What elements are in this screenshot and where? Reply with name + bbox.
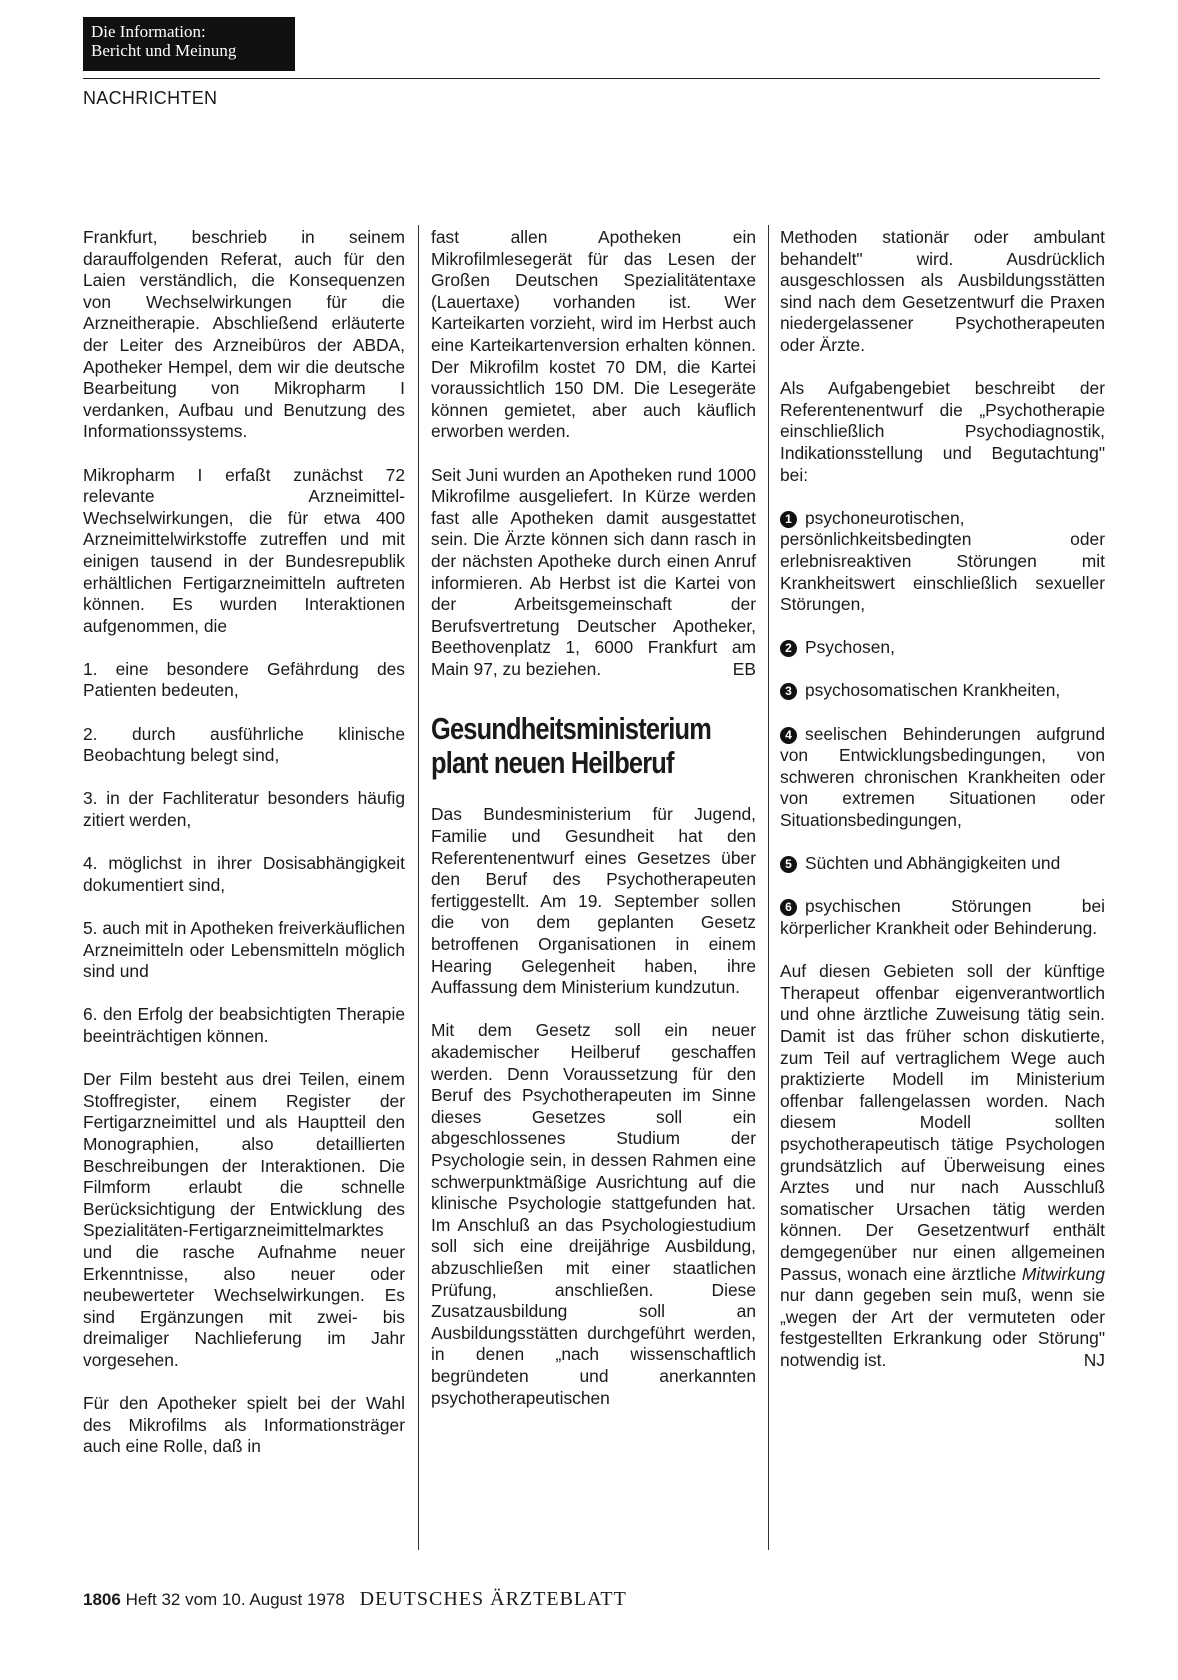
number-circle-icon: 6 [780, 899, 797, 916]
author-initials: EB [732, 658, 756, 679]
paragraph: Als Aufgabengebiet beschreibt der Referentenentwurf die „Psychotherapie einschließlich Psychodiagnostik, Indikationsstellung und Begutachtung" bei: [780, 378, 1105, 485]
page-footer [83, 1588, 627, 1611]
column-1 [83, 227, 405, 1458]
issue-info: Heft 32 vom 10. August 1978 [125, 1590, 345, 1609]
numbered-item [780, 724, 1105, 832]
numbered-item [780, 508, 1105, 616]
item-text: Psychosen, [805, 637, 895, 658]
list-item: 3. in der Fachliteratur besonders häufig zitiert werden, [83, 788, 405, 831]
paragraph: Mikropharm I erfaßt zunächst 72 relevante Arzneimittel-Wechselwirkungen, die für etwa 400 Arzneimittelwirkstoffe zutreffen und mit einigen tausend in der Bundesrepublik erhältlichen Fertigarzneimitteln auftreten können. Es wurden Interaktionen aufgenommen, die [83, 464, 405, 636]
list-item: 5. auch mit in Apotheken freiverkäuflichen Arzneimitteln oder Lebensmitteln möglich sind und [83, 918, 405, 982]
list-item: 6. den Erfolg der beabsichtigten Therapie beeinträchtigen können. [83, 1004, 405, 1046]
page-number: 1806 [83, 1590, 121, 1609]
header-rule [83, 78, 1100, 79]
header-line-1: Die Information: [91, 22, 206, 41]
paragraph: Das Bundesministerium für Jugend, Familie und Gesundheit hat den Referentenentwurf eines Gesetzes über den Beruf des Psychotherapeuten fertiggestellt. Am 19. September sollen die von dem geplanten Gesetz betroffenen Organisationen in einem Hearing Gelegenheit haben, ihre Auffassung dem Ministerium kundzutun. [431, 804, 756, 998]
numbered-item [780, 680, 1105, 702]
magazine-title: DEUTSCHES ÄRZTEBLATT [359, 1588, 627, 1610]
number-circle-icon: 3 [780, 683, 797, 700]
item-text: Süchten und Abhängigkeiten und [805, 853, 1061, 874]
section-label: NACHRICHTEN [83, 88, 218, 108]
paragraph-text: Seit Juni wurden an Apotheken rund 1000 Mikrofilme ausgeliefert. In Kürze werden fast alle Apotheken damit ausgestattet sein. Die Ärzte können sich dann rasch in der nächsten Apotheke durch einen Anruf informieren. Ab Herbst ist die Kartei von der Arbeitsgemeinschaft der Berufsvertretung Deutscher Apotheker, Beethovenplatz 1, 6000 Frankfurt am Main 97, zu beziehen. [431, 464, 756, 679]
number-circle-icon: 2 [780, 640, 797, 657]
paragraph-text: nur dann gegeben sein muß, wenn sie „wegen der Art der vermuteten oder festgestellten Erkrankung oder Störung" notwendig ist. [780, 1285, 1105, 1370]
column-divider [768, 225, 769, 1550]
article-headline [431, 712, 755, 780]
numbered-item [780, 853, 1105, 875]
paragraph: Methoden stationär oder ambulant behandelt" wird. Ausdrücklich ausgeschlossen als Ausbildungsstätten sind nach dem Gesetzentwurf die Praxen niedergelassener Psychotherapeuten oder Ärzte. [780, 227, 1105, 355]
paragraph: Der Film besteht aus drei Teilen, einem Stoffregister, einem Register der Fertigarzneimittel und als Hauptteil den Monographien, also detaillierten Beschreibungen der Interaktionen. Die Filmform erlaubt die schnelle Berücksichtigung der Entwicklung des Spezialitäten-Fertigarzneimittelmarktes und die rasche Aufnahme neuer Erkenntnisse, also neuer oder neubewerteter Wechselwirkungen. Es sind Ergänzungen mit zwei- bis dreimaliger Nachlieferung im Jahr vorgesehen. [83, 1069, 405, 1370]
author-initials: NJ [1083, 1349, 1105, 1370]
number-circle-icon: 5 [780, 856, 797, 873]
column-divider [418, 225, 419, 1550]
paragraph: Frankfurt, beschrieb in seinem darauffolgenden Referat, auch für den Laien verständlich, die Konsequenzen von Wechselwirkungen für die Arzneitherapie. Abschließend erläuterte der Leiter des Arzneibüros der ABDA, Apotheker Hempel, dem wir die deutsche Bearbeitung von Mikropharm I verdanken, Aufbau und Benutzung des Informationssystems. [83, 227, 405, 442]
list-item: 2. durch ausführliche klinische Beobachtung belegt sind, [83, 723, 405, 766]
section-header-box [83, 17, 295, 71]
headline-line-2: plant neuen Heilberuf [431, 745, 674, 781]
paragraph: Für den Apotheker spielt bei der Wahl des Mikrofilms als Informationsträger auch eine Rolle, daß in [83, 1393, 405, 1457]
header-line-2: Bericht und Meinung [91, 41, 237, 60]
item-text: seelischen Behinderungen aufgrund von Entwicklungsbedingungen, von schweren chronischen Krankheiten oder von extremen Situationen oder Situationsbedingungen, [780, 723, 1105, 831]
list-item: 4. möglichst in ihrer Dosisabhängigkeit dokumentiert sind, [83, 853, 405, 895]
number-circle-icon: 1 [780, 511, 797, 528]
column-3 [780, 227, 1105, 1371]
list-item: 1. eine besondere Gefährdung des Patienten bedeuten, [83, 658, 405, 701]
paragraph-text: Auf diesen Gebieten soll der künftige Therapeut offenbar eigenverantwortlich und ohne ärztliche Zuweisung tätig sein. Damit ist das früher schon diskutierte, zum Teil auf vertraglichem Wege auch praktizierte Modell im Ministerium offenbar fallengelassen worden. Nach diesem Modell sollten psychotherapeutisch tätige Psychologen grundsätzlich auf Überweisung eines Arztes und nur nach Ausschluß somatischer Ursachen tätig werden können. Der Gesetzentwurf enthält demgegenüber nur einen allgemeinen Passus, wonach eine ärztliche [780, 961, 1105, 1284]
headline-line-1: Gesundheitsministerium [431, 711, 712, 747]
paragraph: fast allen Apotheken ein Mikrofilmlesegerät für das Lesen der Großen Deutschen Spezialitätentaxe (Lauertaxe) vorhanden ist. Wer Karteikarten vorzieht, wird im Herbst auch eine Karteikartenversion erhalten können. Der Mikrofilm kostet 70 DM, die Kartei voraussichtlich 150 DM. Die Lesegeräte können gemietet, aber auch käuflich erworben werden. [431, 227, 756, 442]
number-circle-icon: 4 [780, 727, 797, 744]
numbered-item [780, 896, 1105, 939]
paragraph [431, 465, 756, 681]
paragraph [780, 961, 1105, 1371]
column-2 [431, 227, 756, 1409]
paragraph: Mit dem Gesetz soll ein neuer akademischer Heilberuf geschaffen werden. Denn Voraussetzung für den Beruf des Psychotherapeuten im Sinne dieses Gesetzes soll ein abgeschlossenes Studium der Psychologie sein, in dessen Rahmen eine schwerpunktmäßige Ausrichtung auf die klinische Psychologie stattgefunden hat. Im Anschluß an das Psychologiestudium soll sich eine dreijährige Ausbildung, abzuschließen mit einer staatlichen Prüfung, anschließen. Diese Zusatzausbildung soll an Ausbildungsstätten durchgeführt werden, in denen „nach wissenschaftlich begründeten und anerkannten psychotherapeutischen [431, 1020, 756, 1408]
emphasized-word: Mitwirkung [1021, 1263, 1105, 1284]
item-text: psychosomatischen Krankheiten, [805, 680, 1061, 701]
item-text: psychoneurotischen, persönlichkeitsbedingten oder erlebnisreaktiven Störungen mit Krankheitswert einschließlich sexueller Störungen, [780, 507, 1105, 615]
item-text: psychischen Störungen bei körperlicher Krankheit oder Behinderung. [780, 896, 1105, 938]
numbered-item [780, 637, 1105, 659]
